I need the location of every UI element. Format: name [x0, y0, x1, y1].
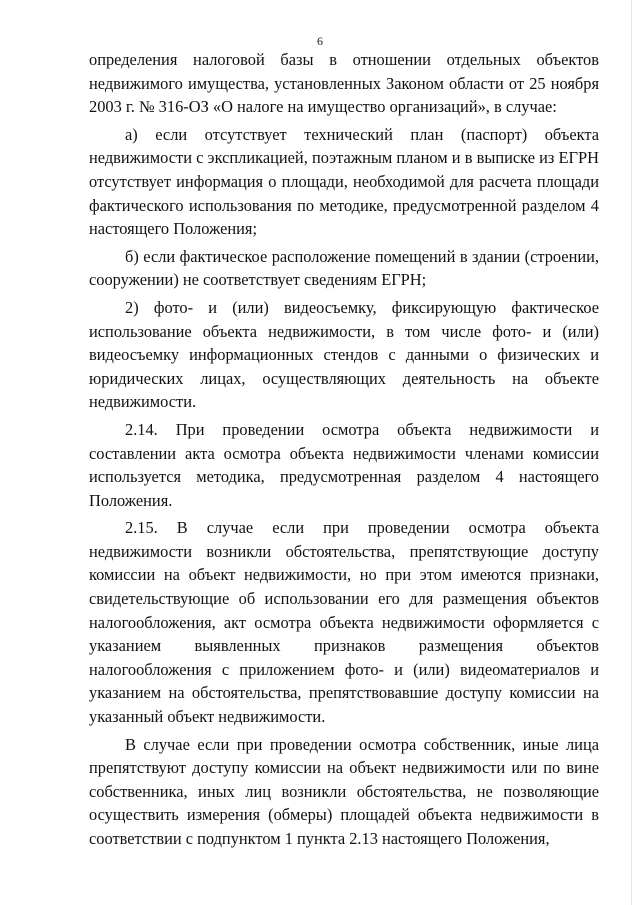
paragraph-owner-obstruction: В случае если при проведении осмотра собственник, иные лица препятствуют доступу комиссии на объект недвижимости или по вине собственника, иных лиц возникли обстоятельства, не позволяющие осуществить измерения (обмеры) площадей объекта недвижимости в соответствии с подпунктом 1 пункта 2.13 настоящего Положения,	[89, 734, 599, 848]
page-edge-divider	[631, 0, 632, 905]
paragraph-item-a: а) если отсутствует технический план (паспорт) объекта недвижимости с экспликацией, поэтажным планом и в выписке из ЕГРН отсутствует информация о площади, необходимой для расчета площади фактического использования по методике, предусмотренной разделом 4 настоящего Положения;	[89, 124, 599, 239]
document-body	[89, 48, 599, 855]
paragraph-continued-intro: определения налоговой базы в отношении отдельных объектов недвижимого имущества, установленных Законом области от 25 ноября 2003 г. № 316-ОЗ «О налоге на имущество организаций», в случае:	[89, 50, 599, 117]
paragraph-item-2: 2) фото- и (или) видеосъемку, фиксирующую фактическое использование объекта недвижимости, в том числе фото- и (или) видеосъемку информационных стендов с данными о физических и юридических лицах, осуществляющих деятельность на объекте недвижимости.	[89, 297, 599, 412]
paragraph-clause-2-14: 2.14. При проведении осмотра объекта недвижимости и составлении акта осмотра объекта недвижимости членами комиссии используется методика, предусмотренная разделом 4 настоящего Положения.	[89, 419, 599, 510]
paragraph-item-b: б) если фактическое расположение помещений в здании (строении, сооружении) не соответствует сведениям ЕГРН;	[89, 246, 599, 290]
paragraph-clause-2-15: 2.15. В случае если при проведении осмотра объекта недвижимости возникли обстоятельства, препятствующие доступу комиссии на объект недвижимости, но при этом имеются признаки, свидетельствующие об использовании его для размещения объектов налогообложения, акт осмотра объекта недвижимости оформляется с указанием выявленных признаков размещения объектов налогообложения с приложением фото- и (или) видеоматериалов и указанием на обстоятельства, препятствовавшие доступу комиссии на указанный объект недвижимости.	[89, 518, 599, 727]
page-number: 6	[317, 34, 323, 48]
